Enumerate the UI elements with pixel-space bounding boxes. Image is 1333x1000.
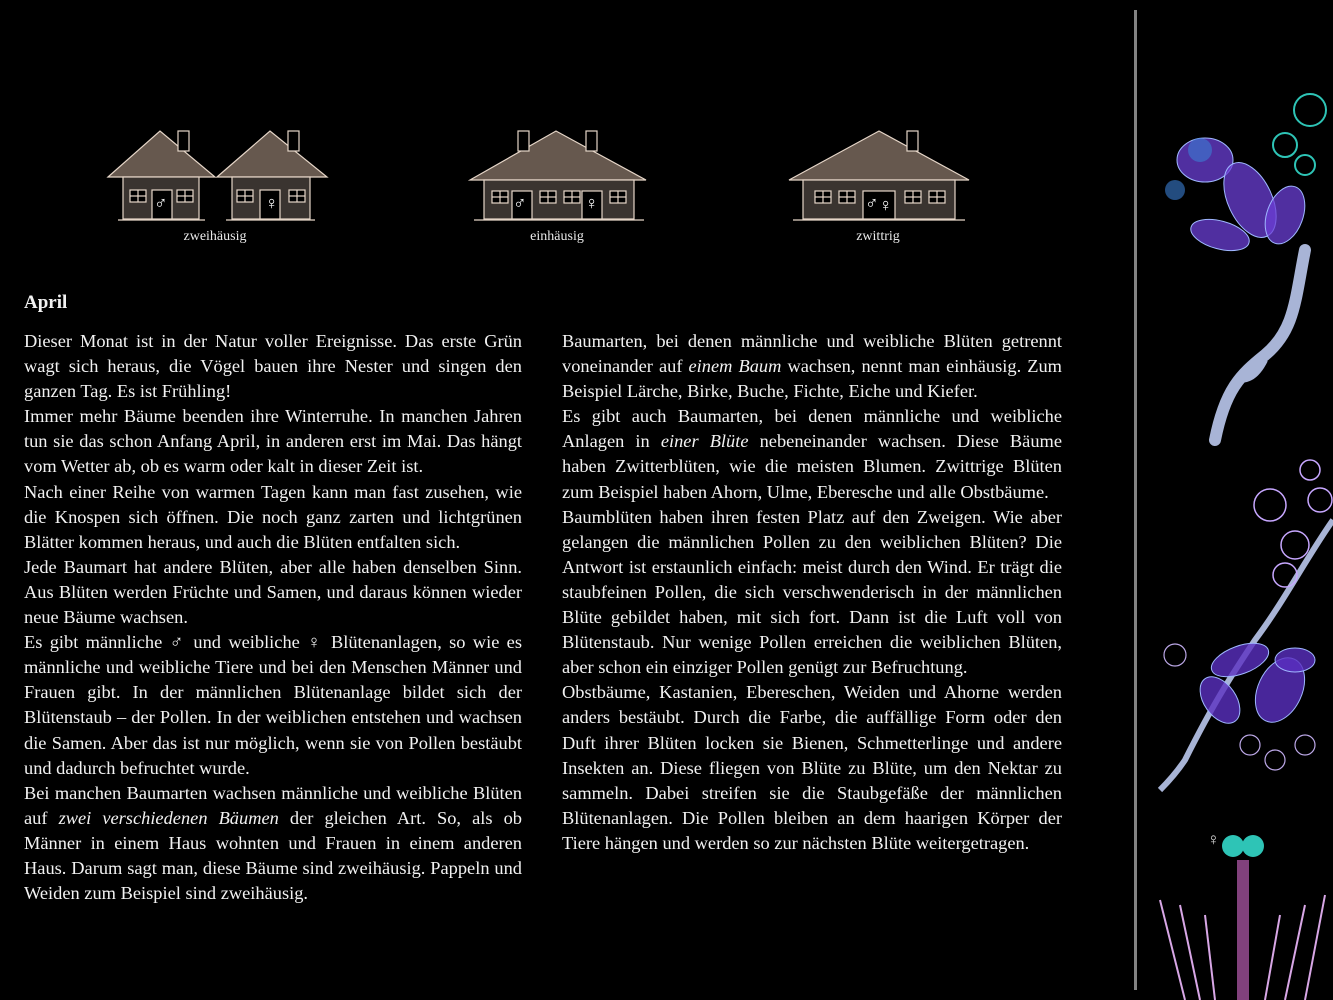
emphasis: zwei verschiedenen Bäumen — [58, 807, 279, 828]
female-symbol: ♀ — [265, 193, 279, 213]
caption-dioecious: zweihäusig — [183, 229, 247, 244]
blossom-branch-illustration — [1145, 0, 1333, 1000]
male-symbol: ♂ — [154, 193, 168, 213]
female-symbol: ♀ — [585, 193, 599, 213]
paragraph: Baumblüten haben ihren festen Platz auf den Zweigen. Wie aber gelangen die männlichen Pollen zu den weiblichen Blüten? Die Antwort ist erstaunlich einfach: meist durch den Wind. Er trägt die staubfeinen Pollen, die sich verschwenderisch in der männlichen Blüte gebildet haben, mit sich fort. Dann ist die Luft voll von Blütenstaub. Nur wenige Pollen erreichen die weiblichen Blüten, aber schon ein einziger Pollen genügt zur Befruchtung. — [562, 506, 1062, 678]
emphasis: einem Baum — [688, 356, 782, 377]
text-column-left — [24, 329, 522, 1000]
female-symbol: ♀ — [879, 195, 893, 215]
text-column-right — [562, 329, 1062, 856]
paragraph: Bei manchen Baumarten wachsen männliche und weibliche Blüten auf zwei verschiedenen Bäumen der gleichen Art. So, als ob Männer in einem Haus wohnten und Frauen in einem anderen Haus. Darum sagt man, diese Bäume sind zweihäusig. Pappeln und Weiden zum Beispiel sind zweihäusig. — [24, 782, 522, 904]
house-illustration-hermaphrodite — [787, 125, 971, 225]
page-divider — [1134, 10, 1137, 990]
paragraph: Baumarten, bei denen männliche und weibliche Blüten getrennt voneinander auf einem Baum wachsen, nennt man einhäusig. Zum Beispiel Lärche, Birke, Buche, Fichte, Eiche und Kiefer. — [562, 331, 1062, 402]
house-illustration-dioecious — [105, 125, 331, 225]
caption-hermaphrodite: zwittrig — [856, 229, 900, 244]
house-illustration-monoecious — [468, 125, 650, 225]
paragraph: Obstbäume, Kastanien, Ebereschen, Weiden und Ahorne werden anders bestäubt. Durch die Farbe, die auffällige Form oder den Duft ihrer Blüten locken sie Bienen, Schmetterlinge und andere Insekten an. Diese fliegen von Blüte zu Blüte, um den Nektar zu sammeln. Dabei streifen sie die Staubgefäße der männlichen Blütenanlagen. Die Pollen bleiben an dem haarigen Körper der Tiere hängen und werden so zur nächsten Blüte weitergetragen. — [562, 682, 1062, 853]
page-title: April — [24, 292, 68, 313]
male-symbol: ♂ — [865, 193, 879, 213]
paragraph: Es gibt männliche ♂ und weibliche ♀ Blütenanlagen, so wie es männliche und weibliche Tiere und bei den Menschen Männer und Frauen gibt. In der männlichen Blütenanlage bildet sich der Blütenstaub – der Pollen. In der weiblichen entstehen und wachsen die Samen. Aber das ist nur möglich, wenn sie von Pollen bestäubt und dadurch befruchtet wurde. — [24, 632, 522, 778]
paragraph: Dieser Monat ist in der Natur voller Ereignisse. Das erste Grün wagt sich heraus, die Vögel bauen ihre Nester und singen den ganzen Tag. Es ist Frühling! — [24, 331, 522, 402]
paragraph: Es gibt auch Baumarten, bei denen männliche und weibliche Anlagen in einer Blüte nebeneinander wachsen. Diese Bäume haben Zwitterblüten, wie die meisten Blumen. Zwittrige Blüten zum Beispiel haben Ahorn, Ulme, Eberesche und alle Obstbäume. — [562, 406, 1062, 502]
emphasis: einer Blüte — [660, 431, 749, 452]
caption-monoecious: einhäusig — [530, 229, 584, 244]
female-symbol: ♀ — [1207, 830, 1220, 849]
paragraph: Jede Baumart hat andere Blüten, aber alle haben denselben Sinn. Aus Blüten werden Früchte und Samen, und daraus können wieder neue Bäume wachsen. — [24, 556, 522, 628]
paragraph: Nach einer Reihe von warmen Tagen kann man fast zusehen, wie die Knospen sich öffnen. Die noch ganz zarten und lichtgrünen Blätter kommen heraus, und auch die Blüten entfalten sich. — [24, 481, 522, 552]
paragraph: Immer mehr Bäume beenden ihre Winterruhe. In manchen Jahren tun sie das schon Anfang April, in anderen erst im Mai. Das hängt vom Wetter ab, ob es warm oder kalt in dieser Zeit ist. — [24, 406, 522, 477]
male-symbol: ♂ — [513, 193, 527, 213]
